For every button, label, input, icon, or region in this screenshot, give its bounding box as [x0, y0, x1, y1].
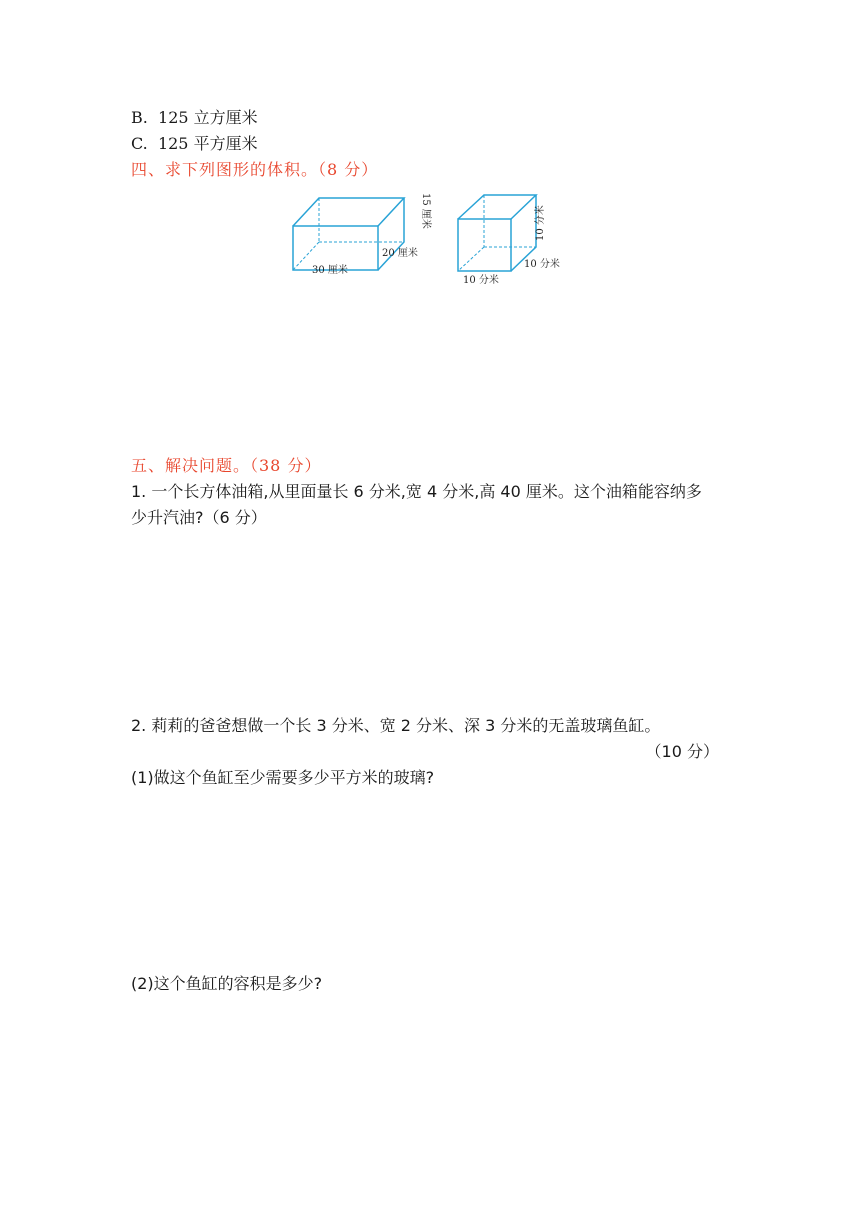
- cuboid-width-label: 20 厘米: [382, 248, 418, 259]
- cuboid-length-label: 30 厘米: [312, 265, 348, 276]
- option-b-letter: B.: [131, 108, 148, 127]
- q1-line2: 少升汽油?（6 分）: [131, 508, 267, 527]
- q2-sub1: (1)做这个鱼缸至少需要多少平方米的玻璃?: [131, 768, 435, 787]
- cuboid-height-label: 15 厘米: [420, 193, 431, 229]
- option-b-unit: 立方厘米: [193, 108, 258, 127]
- option-c: [131, 132, 258, 156]
- q2-line1: 2. 莉莉的爸爸想做一个长 3 分米、宽 2 分米、深 3 分米的无盖玻璃鱼缸。: [131, 716, 661, 735]
- section4-heading: 四、求下列图形的体积。（8 分）: [131, 160, 379, 179]
- option-c-value: 125: [157, 134, 189, 153]
- option-b: [131, 106, 258, 130]
- cuboid-figure: [285, 188, 435, 280]
- q1-line1: 1. 一个长方体油箱,从里面量长 6 分米,宽 4 分米,高 40 厘米。这个油箱能容纳多: [131, 482, 702, 501]
- cube-figure: [450, 186, 575, 288]
- option-b-value: 125: [158, 108, 189, 127]
- section5-heading: 五、解决问题。（38 分）: [131, 456, 322, 475]
- cube-length-label: 10 分米: [463, 275, 499, 286]
- q2-sub2: (2)这个鱼缸的容积是多少?: [131, 974, 323, 993]
- cube-width-label: 10 分米: [524, 259, 560, 270]
- option-c-letter: C.: [131, 134, 148, 153]
- cube-height-label: 10 分米: [535, 205, 546, 241]
- option-c-unit: 平方厘米: [193, 134, 258, 153]
- q2-score: （10 分）: [645, 742, 719, 761]
